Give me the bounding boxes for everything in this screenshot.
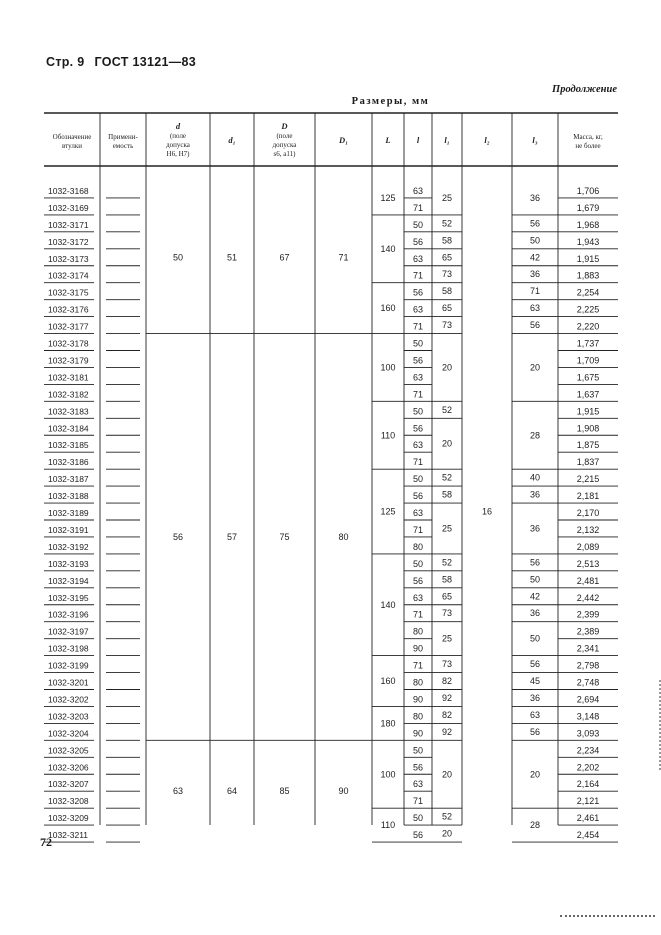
L-value: 160: [380, 676, 396, 687]
l3-value: 56: [529, 726, 541, 737]
designation-cell: 1032-3183: [48, 406, 89, 417]
l-value: 71: [412, 321, 424, 332]
l-value: 71: [412, 660, 424, 671]
mass-value: 2,089: [576, 541, 600, 552]
mass-value: 2,399: [576, 609, 600, 620]
l-value: 63: [412, 779, 424, 790]
D-value: 85: [279, 786, 290, 797]
mass-value: 2,220: [576, 321, 600, 332]
mass-value: 1,968: [576, 219, 600, 230]
designation-cell: 1032-3191: [48, 524, 89, 535]
designation-cell: 1032-3205: [48, 745, 89, 756]
l1-value: 92: [441, 692, 453, 703]
l1-value: 52: [441, 557, 453, 568]
mass-value: 3,148: [576, 711, 600, 722]
designation-cell: 1032-3198: [48, 643, 89, 654]
l3-value: 36: [529, 489, 541, 500]
mass-value: 2,121: [576, 796, 600, 807]
designation-cell: 1032-3185: [48, 440, 89, 451]
l-value: 90: [412, 643, 424, 654]
designation-cell: 1032-3175: [48, 287, 89, 298]
L-value: 110: [380, 430, 396, 441]
L-value: 100: [380, 769, 396, 780]
l-value: 80: [412, 677, 424, 688]
l1-value: 73: [441, 269, 453, 280]
mass-value: 2,481: [576, 575, 600, 586]
l-value: 63: [412, 253, 424, 264]
l-value: 71: [412, 270, 424, 281]
header-cell-text: s6, a11): [273, 150, 296, 158]
l-value: 63: [412, 592, 424, 603]
l-value: 50: [412, 558, 424, 569]
header-cell-text: емость: [112, 142, 134, 150]
l1-value: 65: [441, 591, 453, 602]
l3-value: 63: [529, 303, 541, 314]
l3-value: 36: [529, 269, 541, 280]
l1-value: 82: [441, 676, 453, 687]
l-value: 71: [412, 457, 424, 468]
l-value: 56: [412, 236, 424, 247]
L-value: 140: [380, 243, 396, 254]
l-value: 56: [412, 575, 424, 586]
d-value: 50: [172, 252, 184, 263]
designation-cell: 1032-3209: [48, 813, 89, 824]
l3-value: 42: [529, 591, 541, 602]
designation-cell: 1032-3193: [48, 558, 89, 569]
L-value: 100: [380, 362, 396, 373]
D1-value: 80: [338, 531, 349, 542]
mass-value: 3,093: [576, 728, 600, 739]
l-value: 63: [412, 440, 424, 451]
d1-value: 51: [226, 252, 238, 263]
designation-cell: 1032-3169: [48, 202, 89, 213]
designation-cell: 1032-3168: [48, 185, 89, 196]
header-cell-text: d₁: [228, 135, 236, 145]
l-value: 71: [412, 796, 424, 807]
mass-value: 2,132: [576, 524, 600, 535]
designation-cell: 1032-3182: [48, 389, 89, 400]
l3-value: 42: [529, 252, 541, 263]
mass-value: 2,181: [576, 491, 600, 502]
mass-value: 1,709: [576, 355, 600, 366]
designation-cell: 1032-3178: [48, 338, 89, 349]
l-value: 90: [412, 728, 424, 739]
l3-value: 50: [529, 574, 541, 585]
l1-value: 25: [441, 633, 453, 644]
l1-value: 82: [441, 709, 453, 720]
l-value: 50: [412, 745, 424, 756]
mass-value: 1,875: [576, 440, 600, 451]
l3-value: 50: [529, 235, 541, 246]
designation-cell: 1032-3204: [48, 728, 89, 739]
l-value: 63: [412, 304, 424, 315]
designation-cell: 1032-3194: [48, 575, 89, 586]
l1-value: 73: [441, 608, 453, 619]
header-cell-text: L: [385, 135, 391, 145]
designation-cell: 1032-3199: [48, 660, 89, 671]
l3-value: 56: [529, 659, 541, 670]
mass-value: 2,748: [576, 677, 600, 688]
l3-value: 56: [529, 218, 541, 229]
page-number: 72: [40, 835, 52, 849]
mass-value: 2,234: [576, 745, 600, 756]
D-value: 75: [279, 531, 290, 542]
mass-value: 2,461: [576, 813, 600, 824]
mass-value: 1,675: [576, 372, 600, 383]
l3-value: 40: [529, 472, 541, 483]
mass-value: 2,170: [576, 508, 600, 518]
l1-value: 20: [441, 828, 453, 839]
header-cell-text: Масса, кг,: [573, 133, 603, 141]
designation-cell: 1032-3186: [48, 457, 89, 468]
l3-value: 36: [529, 692, 541, 703]
header-cell-text: H6, H7): [166, 150, 190, 158]
l-value: 50: [412, 813, 424, 824]
l1-value: 58: [441, 489, 453, 500]
l1-value: 20: [441, 769, 453, 780]
designation-cell: 1032-3207: [48, 779, 89, 790]
designation-cell: 1032-3211: [48, 830, 89, 841]
header-cell-text: l₁: [444, 135, 450, 145]
l1-value: 52: [441, 218, 453, 229]
page-label: Стр. 9: [46, 55, 85, 69]
L-value: 140: [380, 599, 396, 610]
l-value: 80: [412, 541, 424, 552]
designation-cell: 1032-3203: [48, 711, 89, 722]
l1-value: 25: [441, 523, 453, 534]
designation-cell: 1032-3181: [48, 372, 89, 383]
mass-value: 1,883: [576, 270, 600, 281]
mass-value: 1,908: [576, 423, 600, 434]
l1-value: 52: [441, 811, 453, 822]
l1-value: 73: [441, 659, 453, 670]
header-cell-text: l: [416, 135, 420, 145]
scan-edge-mark: [654, 680, 661, 770]
designation-cell: 1032-3188: [48, 491, 89, 502]
mass-value: 2,341: [576, 643, 600, 654]
l2-value: 16: [481, 506, 493, 517]
mass-value: 2,215: [576, 474, 600, 485]
L-value: 160: [380, 303, 396, 314]
designation-cell: 1032-3177: [48, 321, 89, 332]
designation-cell: 1032-3171: [48, 219, 89, 230]
l-value: 63: [412, 185, 424, 196]
mass-value: 2,454: [576, 830, 600, 841]
l-value: 90: [412, 694, 424, 705]
designation-cell: 1032-3206: [48, 762, 89, 773]
designation-cell: 1032-3172: [48, 236, 89, 247]
mass-value: 2,202: [576, 762, 600, 773]
mass-value: 2,164: [576, 779, 600, 790]
header-cell-text: Примени-: [108, 133, 138, 141]
header-cell-text: l₃: [532, 135, 538, 145]
designation-cell: 1032-3201: [48, 677, 89, 688]
l1-value: 52: [441, 472, 453, 483]
l-value: 56: [412, 830, 424, 841]
mass-value: 1,706: [576, 185, 600, 196]
header-cell-text: допуска: [166, 141, 190, 149]
l-value: 80: [412, 711, 424, 722]
l3-value: 50: [529, 633, 541, 644]
header-cell-text: допуска: [272, 141, 297, 149]
l3-value: 28: [529, 430, 541, 441]
l-value: 71: [412, 389, 424, 400]
d-value: 56: [172, 531, 184, 542]
mass-value: 1,737: [576, 338, 600, 349]
mass-value: 2,798: [576, 660, 600, 671]
l3-value: 36: [529, 192, 541, 203]
l1-value: 20: [441, 362, 453, 373]
L-value: 125: [380, 506, 396, 517]
header-cell-text: не более: [575, 142, 601, 150]
l1-value: 58: [441, 574, 453, 585]
mass-value: 2,442: [576, 592, 600, 603]
designation-cell: 1032-3202: [48, 694, 89, 705]
d1-value: 64: [226, 786, 238, 797]
l3-value: 45: [529, 676, 541, 687]
designation-cell: 1032-3197: [48, 626, 89, 637]
L-value: 110: [380, 820, 396, 831]
l-value: 50: [412, 474, 424, 485]
mass-value: 1,943: [576, 236, 600, 247]
table-caption-text: Размеры, мм: [351, 96, 430, 107]
designation-cell: 1032-3173: [48, 253, 89, 264]
designation-cell: 1032-3174: [48, 270, 89, 281]
l-value: 56: [412, 287, 424, 298]
header-cell-text: D: [281, 121, 288, 131]
L-value: 180: [380, 718, 396, 729]
standard-number: ГОСТ 13121—83: [94, 55, 197, 69]
l1-value: 92: [441, 726, 453, 737]
header-cell-text: Обозначение: [52, 133, 92, 141]
l3-value: 20: [529, 362, 541, 373]
l1-value: 20: [441, 438, 453, 449]
d1-value: 57: [226, 531, 238, 542]
mass-value: 1,915: [576, 406, 600, 417]
l-value: 50: [412, 219, 424, 230]
designation-cell: 1032-3179: [48, 355, 89, 366]
header-cell-text: (поле: [276, 132, 293, 140]
L-value: 125: [380, 192, 396, 203]
l1-value: 65: [441, 303, 453, 314]
header-cell-text: D₁: [338, 135, 349, 145]
D1-value: 71: [338, 252, 349, 263]
l1-value: 65: [441, 252, 453, 263]
l-value: 56: [412, 491, 424, 502]
header-cell-text: (поле: [169, 132, 187, 140]
l-value: 50: [412, 338, 424, 349]
l-value: 56: [412, 355, 424, 366]
l3-value: 56: [529, 320, 541, 331]
designation-cell: 1032-3196: [48, 609, 89, 620]
l1-value: 25: [441, 192, 453, 203]
header-cell-text: l₂: [484, 135, 490, 145]
mass-value: 1,679: [576, 202, 600, 213]
l1-value: 73: [441, 320, 453, 331]
mass-value: 2,513: [576, 558, 600, 569]
mass-value: 2,389: [576, 626, 600, 637]
l3-value: 36: [529, 523, 541, 534]
l3-value: 56: [529, 557, 541, 568]
designation-cell: 1032-3192: [48, 541, 89, 552]
scan-smudge: [560, 905, 655, 917]
l-value: 63: [412, 372, 424, 383]
D1-value: 90: [338, 786, 349, 797]
l-value: 71: [412, 609, 424, 620]
l-value: 80: [412, 626, 424, 637]
l1-value: 52: [441, 404, 453, 415]
l-value: 71: [412, 524, 424, 535]
mass-value: 2,225: [576, 304, 600, 315]
designation-cell: 1032-3208: [48, 796, 89, 807]
designation-cell: 1032-3189: [48, 508, 89, 518]
continuation-label: Продолжение: [552, 84, 617, 95]
l3-value: 36: [529, 608, 541, 619]
l-value: 50: [412, 406, 424, 417]
l-value: 63: [412, 508, 424, 518]
designation-cell: 1032-3176: [48, 304, 89, 315]
designation-cell: 1032-3195: [48, 592, 89, 603]
mass-value: 1,915: [576, 253, 600, 264]
D-value: 67: [279, 252, 290, 263]
header-cell-text: втулки: [62, 142, 82, 150]
l1-value: 58: [441, 235, 453, 246]
l1-value: 58: [441, 286, 453, 297]
l-value: 56: [412, 762, 424, 773]
designation-cell: 1032-3184: [48, 423, 89, 434]
l3-value: 63: [529, 709, 541, 720]
mass-value: 2,694: [576, 694, 600, 705]
l-value: 71: [412, 202, 424, 213]
designation-cell: 1032-3187: [48, 474, 89, 485]
l3-value: 71: [529, 286, 541, 297]
l3-value: 28: [529, 820, 541, 831]
mass-value: 1,837: [576, 457, 600, 468]
d-value: 63: [172, 786, 184, 797]
l3-value: 20: [529, 769, 541, 780]
mass-value: 2,254: [576, 287, 600, 298]
header-cell-text: d: [175, 121, 181, 131]
mass-value: 1,637: [576, 389, 600, 400]
l-value: 56: [412, 423, 424, 434]
